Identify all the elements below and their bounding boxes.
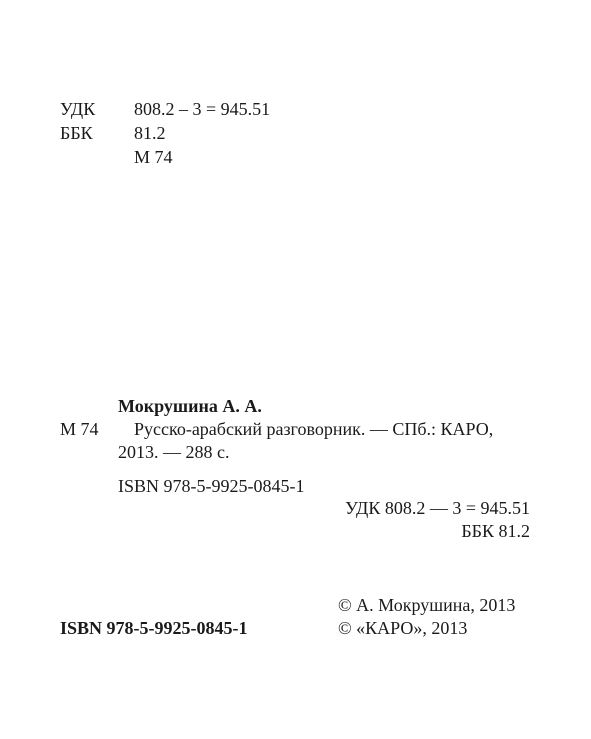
entry-bbk: ББК 81.2	[461, 521, 530, 541]
copyright-author: © А. Мокрушина, 2013	[338, 595, 516, 615]
bbk-label: ББК	[60, 123, 93, 143]
entry-author: Мокрушина А. А.	[118, 396, 262, 416]
copyright-publisher: © «КАРО», 2013	[338, 618, 468, 638]
footer-isbn: ISBN 978-5-9925-0845-1	[60, 618, 248, 638]
entry-title-line-2: 2013. — 288 с.	[118, 442, 230, 462]
udk-value: 808.2 – 3 = 945.51	[134, 99, 271, 119]
author-mark: М 74	[134, 147, 173, 167]
entry-isbn: ISBN 978-5-9925-0845-1	[118, 476, 305, 496]
entry-udk: УДК 808.2 — 3 = 945.51	[345, 498, 530, 518]
entry-title-line-1: Русско-арабский разговорник. — СПб.: КАРО,	[134, 419, 494, 439]
bbk-value: 81.2	[134, 123, 166, 143]
entry-author-mark: М 74	[60, 419, 99, 439]
udk-label: УДК	[60, 99, 96, 119]
